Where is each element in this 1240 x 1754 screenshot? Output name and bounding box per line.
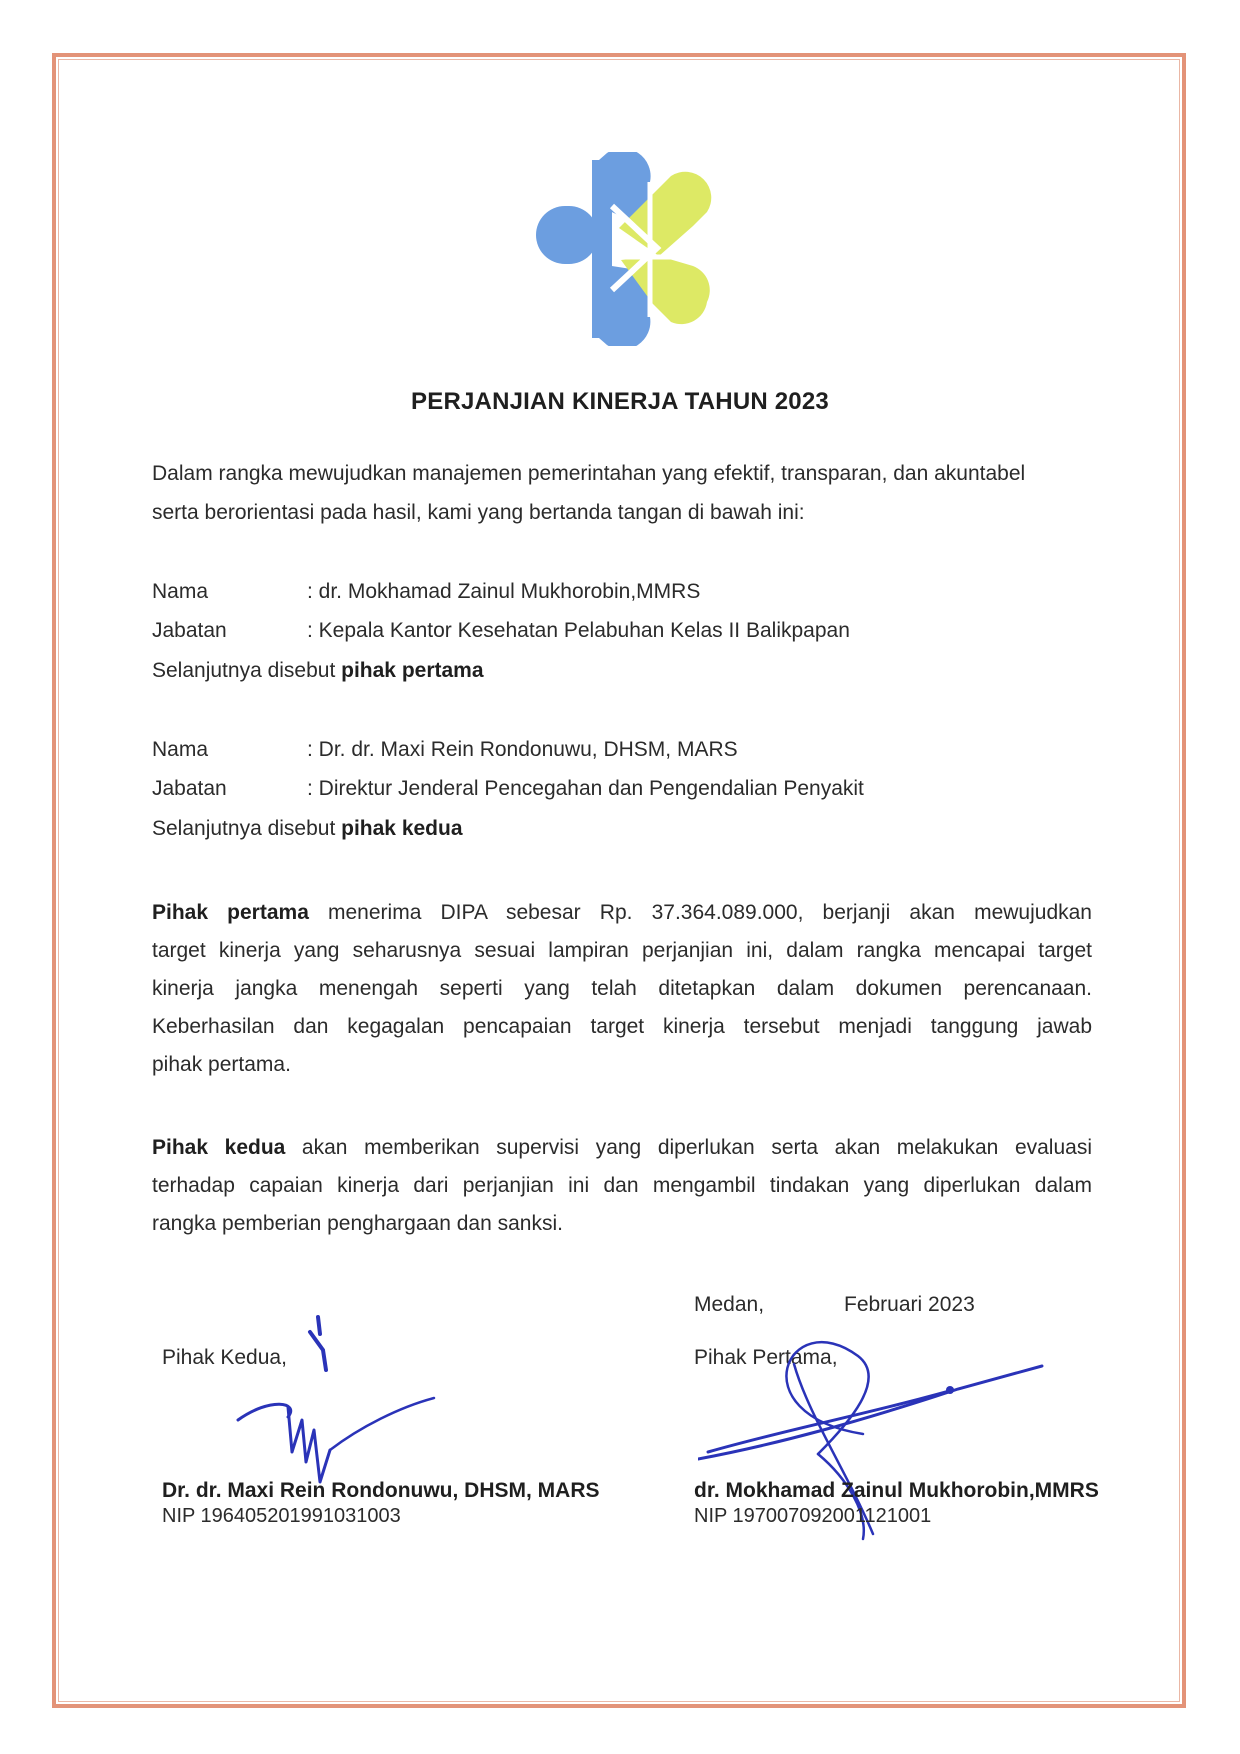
- second-party-referred-prefix: Selanjutnya disebut: [152, 817, 342, 840]
- second-party-position-value: : Direktur Jenderal Pencegahan dan Pengendalian Penyakit: [307, 777, 864, 800]
- signing-place: Medan,: [694, 1293, 765, 1316]
- right-signatory-role: Pihak Pertama,: [694, 1346, 838, 1369]
- first-party-name-label: Nama: [152, 580, 209, 603]
- intro-line-1: Dalam rangka mewujudkan manajemen pemerintahan yang efektif, transparan, dan akuntabel: [152, 462, 1026, 485]
- paragraph-1-line-5: pihak pertama.: [152, 1053, 291, 1076]
- paragraph-2-line-3: rangka pemberian penghargaan dan sanksi.: [152, 1212, 563, 1235]
- second-party-name-value: : Dr. dr. Maxi Rein Rondonuwu, DHSM, MARS: [307, 738, 738, 761]
- signing-date: Februari 2023: [844, 1293, 975, 1316]
- kemenkes-logo-icon: [533, 152, 717, 346]
- left-signatory-role: Pihak Kedua,: [162, 1346, 287, 1369]
- paragraph-2-bold: Pihak kedua: [152, 1136, 286, 1159]
- first-party-position-label: Jabatan: [152, 619, 227, 642]
- paragraph-1-line-1: [152, 894, 1092, 932]
- right-signatory-nip: NIP 197007092001121001: [694, 1505, 932, 1527]
- paragraph-1-line-1-text: menerima DIPA sebesar Rp. 37.364.089.000, berjanji akan mewujudkan: [308, 901, 1092, 924]
- first-party-name-value: : dr. Mokhamad Zainul Mukhorobin,MMRS: [307, 580, 701, 603]
- paragraph-1-line-2: target kinerja yang seharusnya sesuai lampiran perjanjian ini, dalam rangka mencapai target: [152, 939, 1092, 962]
- document-title: PERJANJIAN KINERJA TAHUN 2023: [411, 388, 829, 415]
- paragraph-2-line-1: [152, 1129, 1092, 1167]
- second-party-referred-term: pihak kedua: [341, 817, 463, 840]
- paragraph-2-line-2: terhadap capaian kinerja dari perjanjian ini dan mengambil tindakan yang diperlukan dalam: [152, 1174, 1092, 1197]
- second-party-name-label: Nama: [152, 738, 209, 761]
- left-signature-icon: [230, 1312, 440, 1492]
- paragraph-1-line-3: kinerja jangka menengah seperti yang telah ditetapkan dalam dokumen perencanaan.: [152, 977, 1092, 1000]
- paragraph-2-line-1-text: akan memberikan supervisi yang diperlukan serta akan melakukan evaluasi: [285, 1136, 1092, 1159]
- first-party-referred-term: pihak pertama: [341, 659, 484, 682]
- first-party-position-value: : Kepala Kantor Kesehatan Pelabuhan Kelas II Balikpapan: [307, 619, 850, 642]
- right-signatory-name: dr. Mokhamad Zainul Mukhorobin,MMRS: [694, 1479, 1099, 1502]
- left-signatory-nip: NIP 196405201991031003: [162, 1505, 401, 1527]
- first-party-referred-prefix: Selanjutnya disebut: [152, 659, 342, 682]
- intro-line-2: serta berorientasi pada hasil, kami yang bertanda tangan di bawah ini:: [152, 501, 805, 524]
- left-signatory-name: Dr. dr. Maxi Rein Rondonuwu, DHSM, MARS: [162, 1479, 600, 1502]
- second-party-referred: [152, 817, 463, 841]
- first-party-referred: [152, 659, 484, 683]
- paragraph-1-bold: Pihak pertama: [152, 901, 309, 924]
- second-party-position-label: Jabatan: [152, 777, 227, 800]
- paragraph-1-line-4: Keberhasilan dan kegagalan pencapaian target kinerja tersebut menjadi tanggung jawab: [152, 1015, 1092, 1038]
